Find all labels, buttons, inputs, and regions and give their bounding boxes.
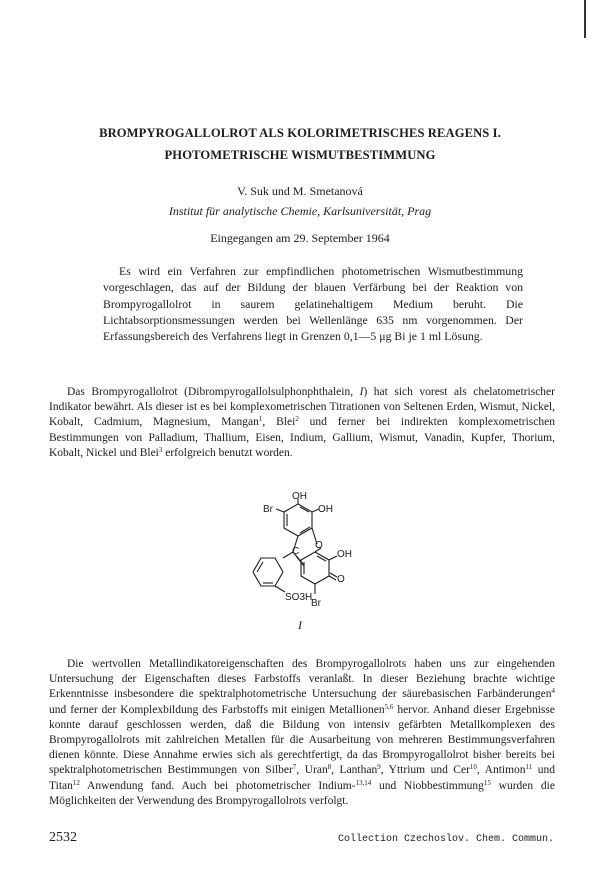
structure-atom-label: SO3H [285,592,313,603]
reference-marker: 12 [72,778,80,787]
chemical-structure-brompyrogallol-red [245,490,375,640]
reference-marker: 7 [292,763,297,772]
structure-atom-label: C [292,546,300,557]
structure-atom-label: OH [292,491,307,502]
paragraph-intro: Das Brompyrogallolrot (Dibrompyrogallolsulphonphthalein, I) hat sich vorest als chelatometrischer Indikator bewährt. Als dieser ist es bei komplexometrischen Titrationen von Seltenen Erden, Wismut, Nickel, Kobalt, Cadmium, Magnesium, Mangan$^1$, Blei$^2$ und ferner bei indirekten komplexometrischen Bestimmungen von Palladium, Thallium, Eisen, Indium, Gallium, Wismut, Vanadin, Kupfer, Thorium, Kobalt, Nickel und Blei$^3$ erfolgreich benutzt worden. [49,386,555,459]
authors: V. Suk und M. Smetanová [237,184,363,198]
page-number: 2532 [49,830,77,845]
article-title-line-1: BROMPYROGALLOLROT ALS KOLORIMETRISCHES REAGENS I. [99,126,501,140]
structure-atom-label: OH [318,504,333,515]
reference-marker: 3 [158,445,163,454]
institute: Institut für analytische Chemie, Karlsuniversität, Prag [168,204,432,218]
reference-marker: 2 [295,415,299,424]
reference-marker: 10 [469,763,477,772]
structure-atom-label: OH [337,549,352,560]
page-edge-mark [584,0,586,38]
reference-marker: 1 [258,415,263,424]
journal-name: Collection Czechoslov. Chem. Commun. [337,834,554,845]
reference-marker: 9 [377,763,381,772]
paragraph-background: Die wertvollen Metallindikatoreigenschaften des Brompyrogallolrots haben uns zur eingehenden Untersuchung der Eigenschaften dieses Farbstoffs veranlaßt. In dieser Beziehung brachte wichtige Erkenntnisse insbesondere die spektralphotometrische Untersuchung der säurebasischen Farbänderungen$^4$ und ferner der Komplexbildung des Farbstoffs mit einigen Metallionen$^{5,6}$ hervor. Anhand dieser Ergebnisse konnte darauf geschlossen werden, daß die Bildung von intensiv gefärbten Metallkomplexen des Brompyrogallolrots mit zahlreichen Metallen für die Ausarbeitung von mehreren Bestimmungsverfahren dienen könnte. Diese Annahme erwies sich als gerechtfertigt, da das Brompyrogallolrot bisher bereits bei spektralphotometrischen Bestimmungen von Silber$^7$, Uran$^8$, Lanthan$^9$, Yttrium und Cer$^{10}$, Antimon$^{11}$ und Titan$^{12}$ Anwendung fand. Auch bei photometrischer Indium-$^{13,14}$ und Niobbestimmung$^{15}$ wurden die Möglichkeiten der Verwendung des Brompyrogallolrots verfolgt. [49,658,556,807]
abstract: Es wird ein Verfahren zur empfindlichen photometrischen Wismutbestimmung vorgeschlagen, das auf der Bildung der blauen Verfärbung bei der Reaktion von Brompyrogallolrot in saurem gelatinehaltigem Medium beruht. Die Lichtabsorptionsmessungen werden bei Wellenlänge 635 nm vorgenommen. Der Erfassungsbereich des Verfahrens liegt in Grenzen 0,1—5 μg Bi je 1 ml Lösung. [103,264,523,344]
reference-marker: 11 [525,763,533,772]
reference-marker: 15 [483,778,491,787]
structure-atom-label: O [337,574,345,585]
structure-atom-label: Br [311,598,321,609]
article-title-line-2: PHOTOMETRISCHE WISMUTBESTIMMUNG [164,148,436,162]
structure-atom-label: Br [263,504,273,515]
reference-marker: 8 [327,763,332,772]
structure-atom-label: O [315,540,323,551]
reference-marker: 5,6 [384,702,394,711]
reference-marker: 4 [551,687,555,696]
reference-marker: 13,14 [355,778,372,787]
compound-label: I [298,618,302,632]
received-date: Eingegangen am 29. September 1964 [210,231,390,245]
